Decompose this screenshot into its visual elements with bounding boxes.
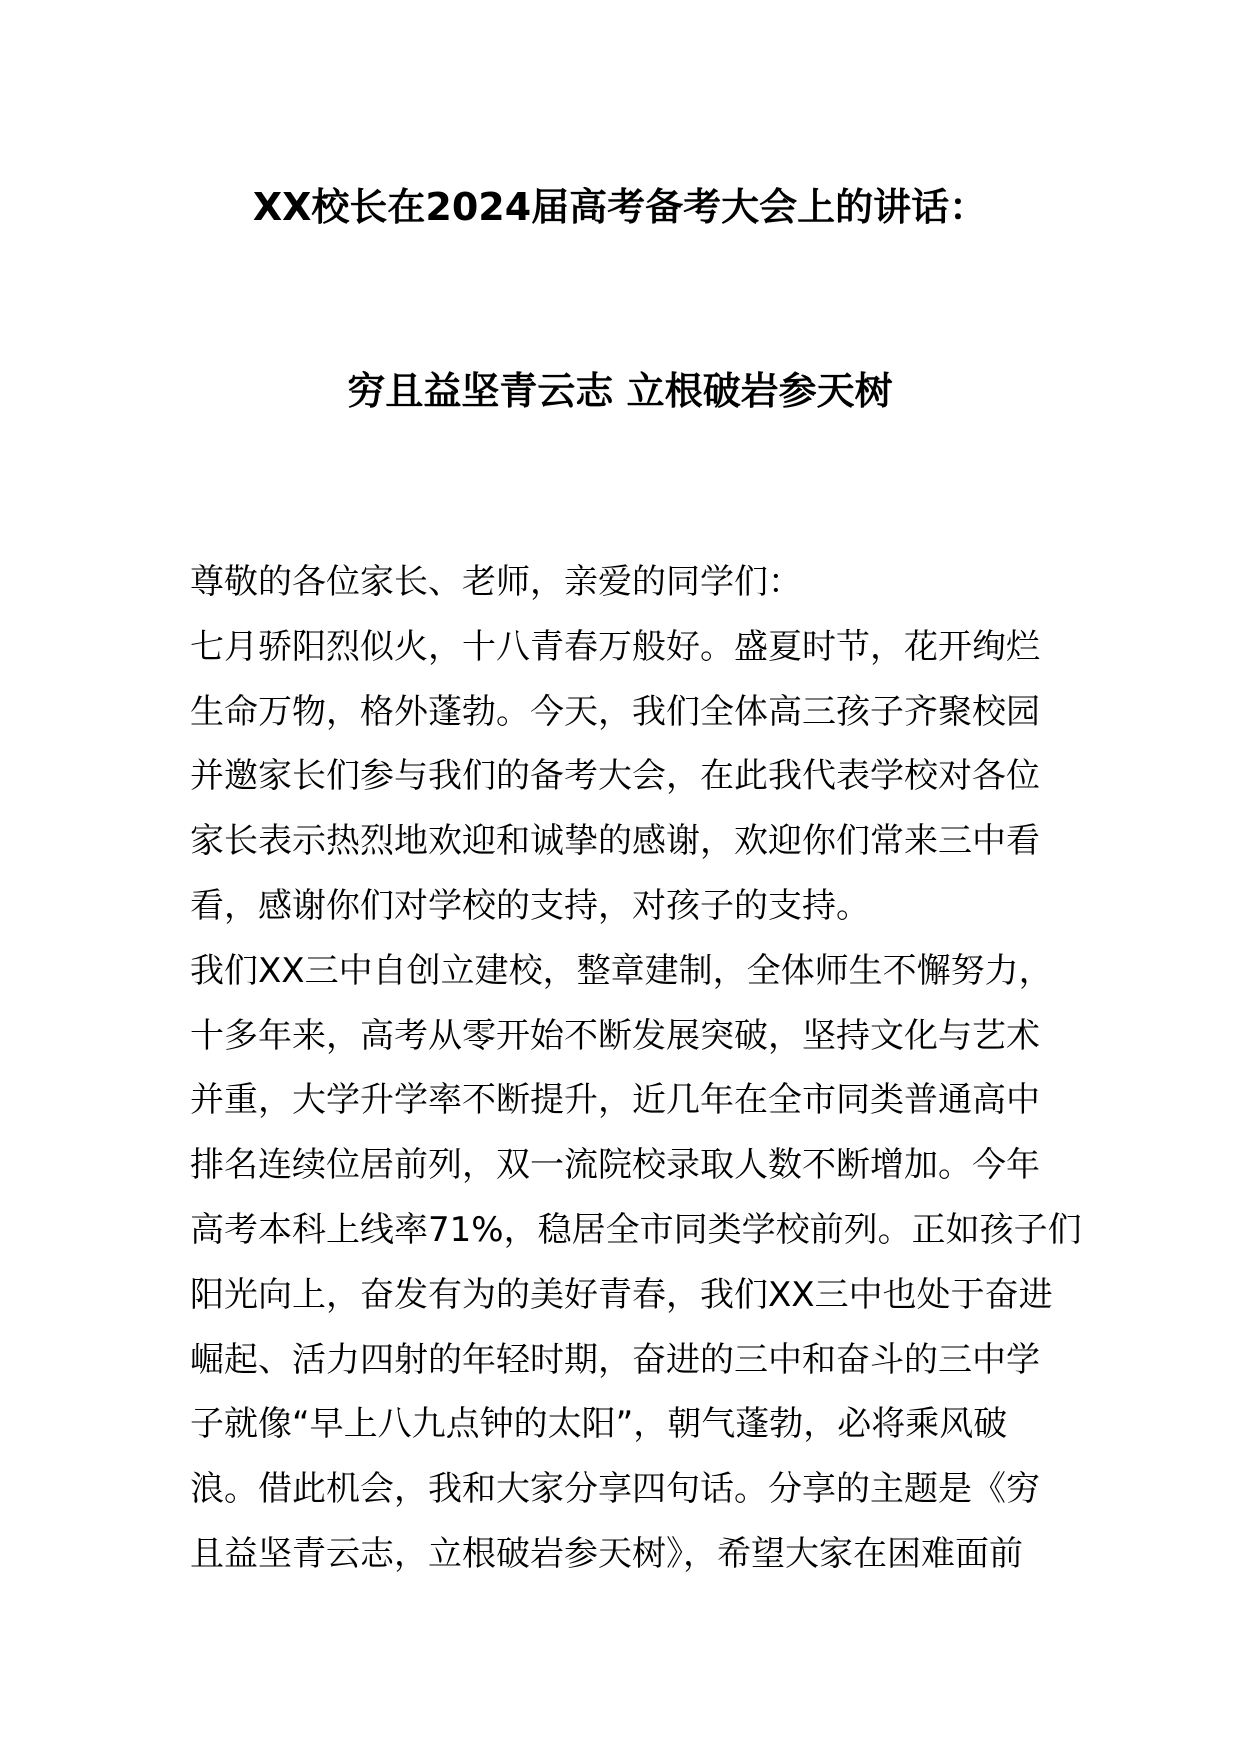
body-line: 我们XX三中自创立建校，整章建制，全体师生不懈努力，: [190, 950, 1053, 991]
speech-title: XX校长在2024届高考备考大会上的讲话：: [252, 185, 988, 229]
body-line: 排名连续位居前列，双一流院校录取人数不断增加。今年: [190, 1145, 1040, 1186]
body-line: 崛起、活力四射的年轻时期，奋进的三中和奋斗的三中学: [190, 1339, 1040, 1380]
body-line: 家长表示热烈地欢迎和诚挚的感谢，欢迎你们常来三中看: [190, 821, 1040, 862]
body-line: 生命万物，格外蓬勃。今天，我们全体高三孩子齐聚校园: [190, 691, 1040, 732]
body-line: 浪。借此机会，我和大家分享四句话。分享的主题是《穷: [190, 1469, 1040, 1510]
body-line: 阳光向上，奋发有为的美好青春，我们XX三中也处于奋进: [190, 1274, 1053, 1315]
body-line: 子就像“早上八九点钟的太阳”，朝气蓬勃，必将乘风破: [190, 1404, 1008, 1445]
body-line: 十多年来，高考从零开始不断发展突破，坚持文化与艺术: [190, 1015, 1040, 1056]
salutation-line: 尊敬的各位家长、老师，亲爱的同学们：: [190, 562, 802, 602]
body-line: 高考本科上线率71%，稳居全市同类学校前列。正如孩子们: [190, 1209, 1082, 1250]
body-line: 并邀家长们参与我们的备考大会，在此我代表学校对各位: [190, 756, 1040, 797]
body-line: 并重，大学升学率不断提升，近几年在全市同类普通高中: [190, 1080, 1040, 1121]
body-line: 七月骄阳烈似火，十八青春万般好。盛夏时节，花开绚烂: [190, 626, 1040, 667]
speech-body: [190, 550, 1082, 1587]
body-line: 且益坚青云志，立根破岩参天树》，希望大家在困难面前: [190, 1533, 1023, 1574]
body-line: 看，感谢你们对学校的支持，对孩子的支持。: [190, 885, 870, 926]
speech-subtitle: 穷且益坚青云志 立根破岩参天树: [347, 369, 893, 413]
